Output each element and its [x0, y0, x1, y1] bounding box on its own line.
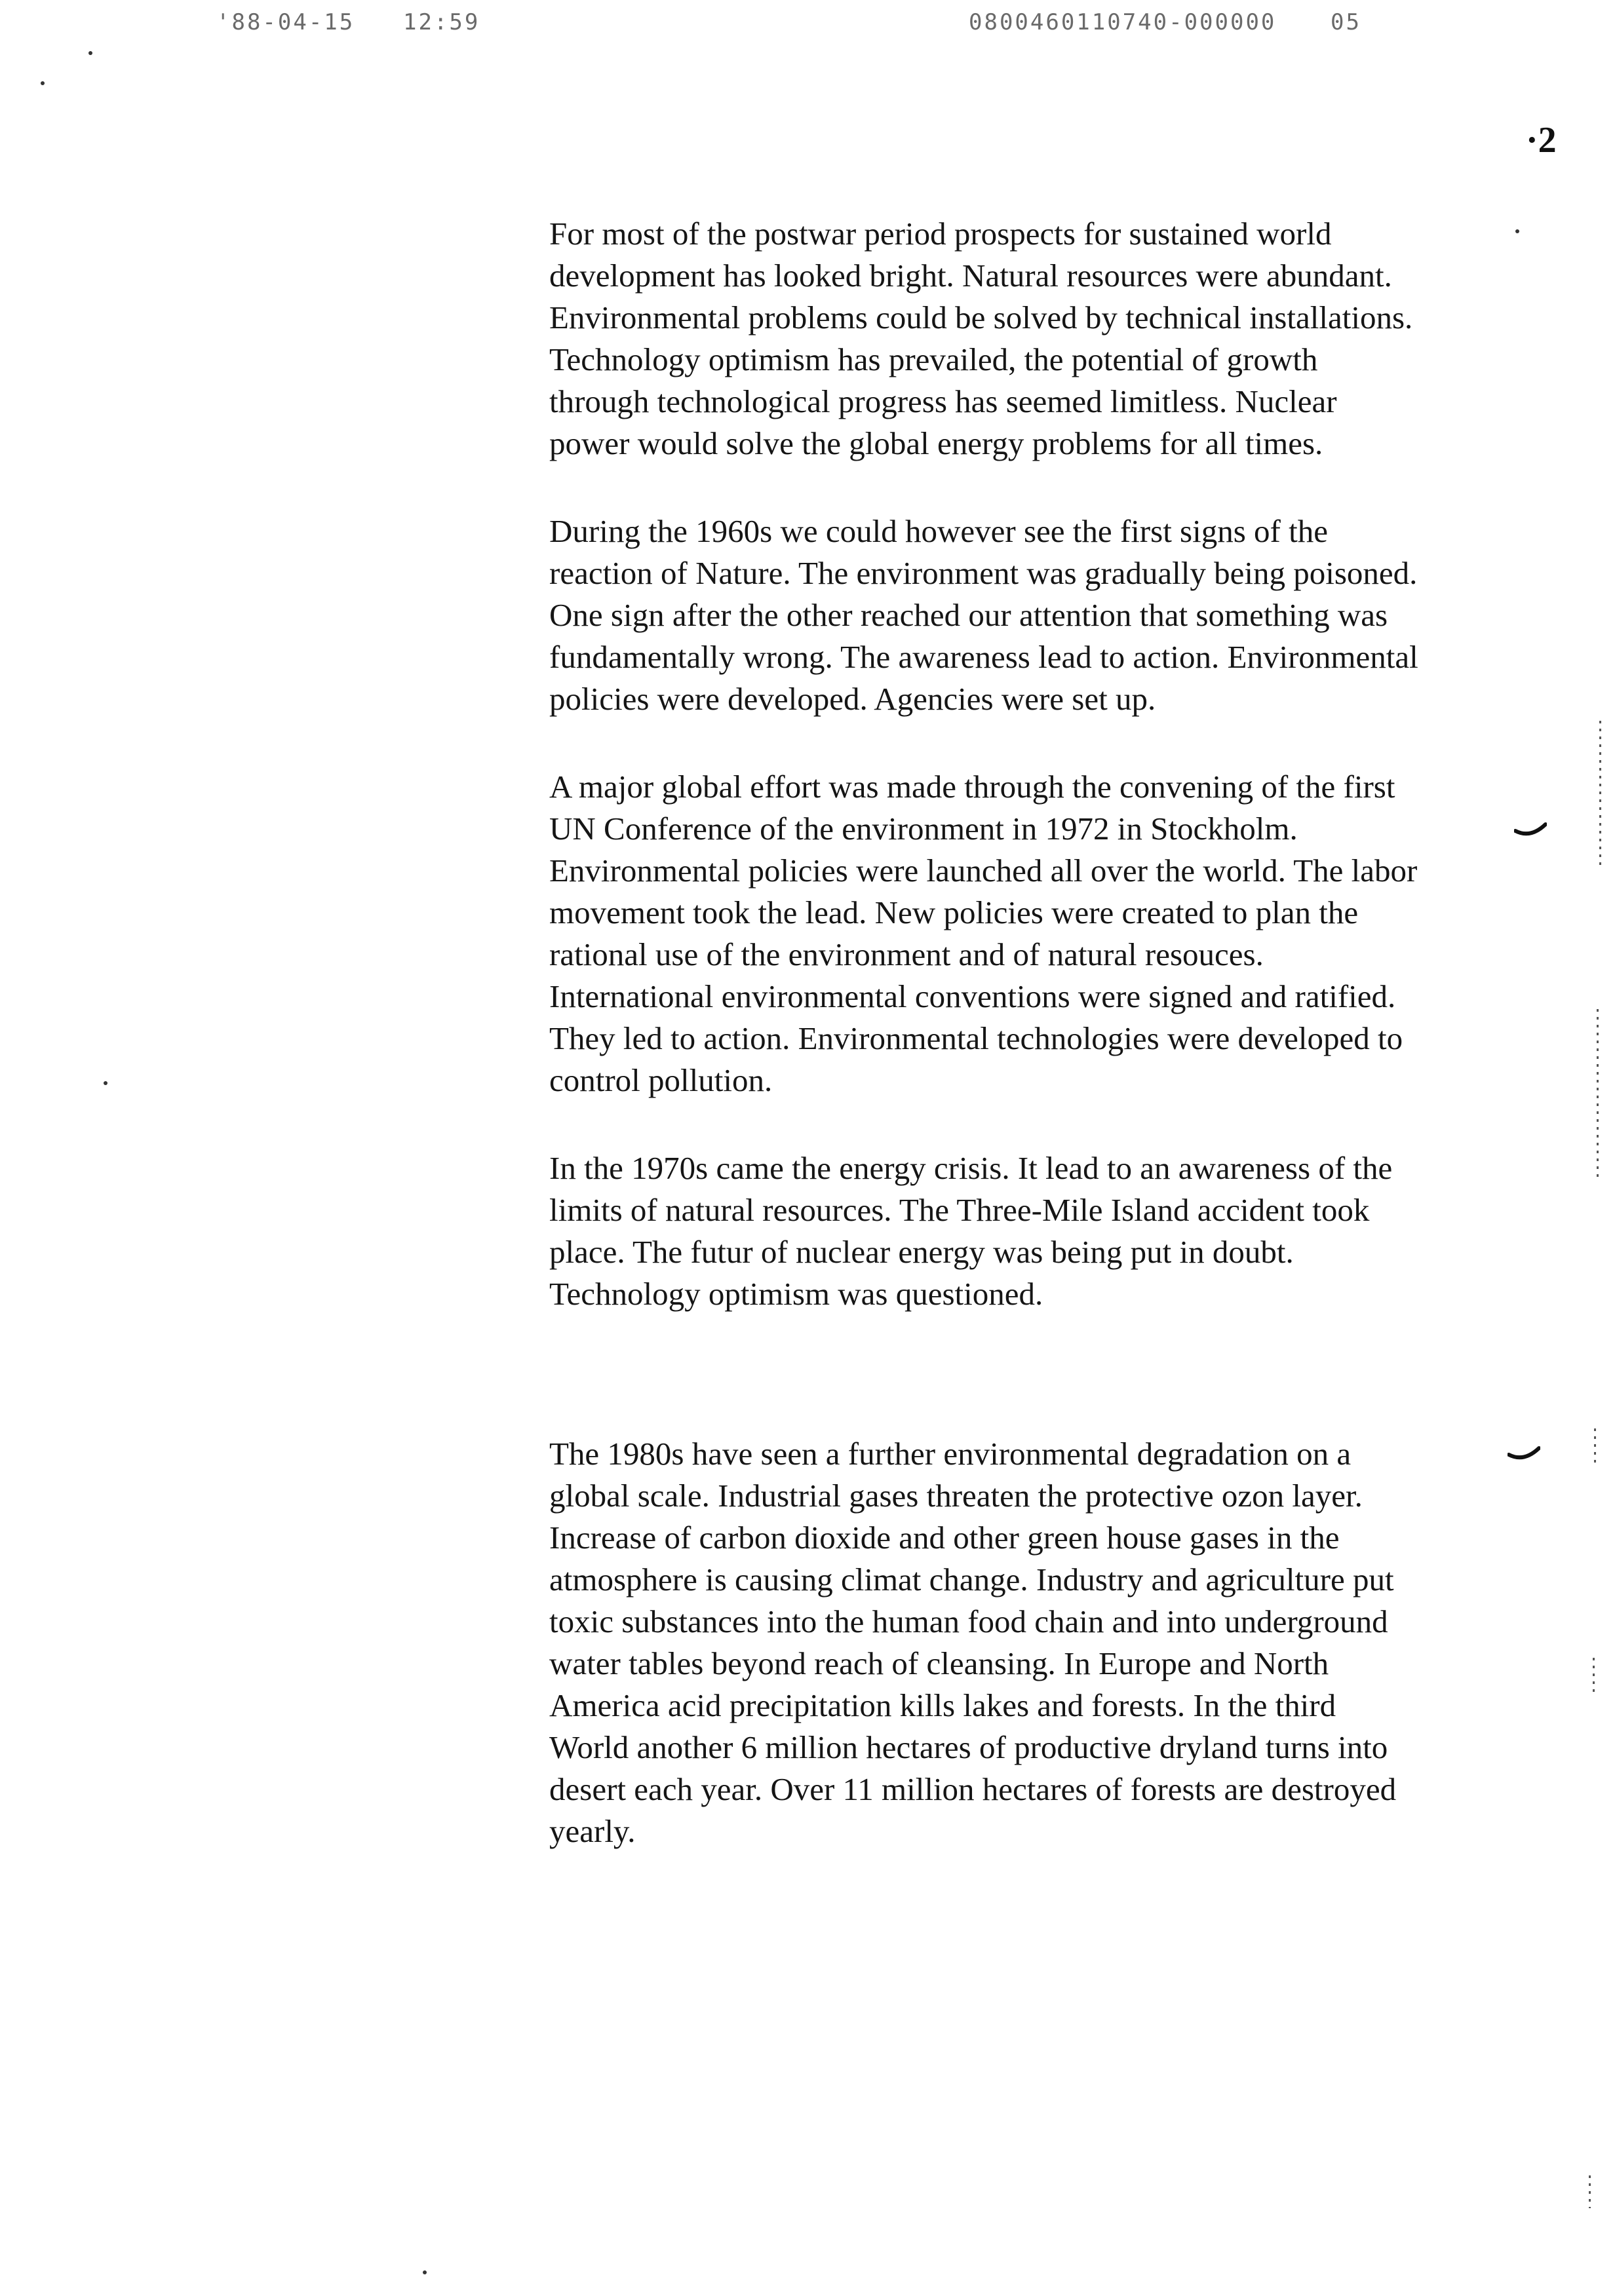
fax-page: 05: [1331, 9, 1361, 35]
fax-date: '88-04-15: [216, 9, 355, 35]
paragraph-1970s: In the 1970s came the energy crisis. It lead to an awareness of the limits of natural resources. The Three-Mile Island accident took place. The futur of nuclear energy was being put in doubt. Technology optimism was questioned.: [549, 1150, 1393, 1312]
edge-speckle: [1593, 1658, 1595, 1697]
paragraph-1980s: The 1980s have seen a further environmental degradation on a global scale. Industrial gases threaten the protective ozon layer. Increase of carbon dioxide and other green house gases in the atmosphere is causing climat change. Industry and agriculture put toxic substances into the human food chain and into underground water tables beyond reach of cleansing. In Europe and North America acid precipitation kills lakes and forests. In the third World another 6 million hectares of productive dryland turns into desert each year. Over 11 million hectares of forests are destroyed yearly.: [549, 1436, 1397, 1849]
edge-speckle: [1589, 2175, 1591, 2208]
page-number: ·2: [1526, 120, 1557, 161]
check-mark-icon: [1508, 1435, 1540, 1461]
paragraph-1960s: During the 1960s we could however see the first signs of the reaction of Nature. The environment was gradually being poisoned. One sign after the other reached our attention that something was fundamentally wrong. The awareness lead to action. Environmental policies were developed. Agencies were set up.: [549, 513, 1418, 717]
edge-speckle: [1594, 1428, 1596, 1468]
scan-dot: [41, 81, 45, 85]
scan-dot: [88, 51, 92, 55]
scan-dot: [104, 1081, 107, 1085]
scan-dot: [1515, 229, 1519, 233]
paragraph-un-conference: A major global effort was made through the convening of the first UN Conference of the environment in 1972 in Stockholm. Environmental policies were launched all over the world. The labor movement took the lead. New policies were created to plan the rational use of the environment and of natural resouces. International environmental conventions were signed and ratified. They led to action. Environmental technologies were developed to control pollution.: [549, 769, 1418, 1098]
paragraph-postwar: For most of the postwar period prospects for sustained world development has looked bright. Natural resources were abundant. Environmental problems could be solved by technical installations. Technology optimism has prevailed, the potential of growth through technological progress has seemed limitless. Nuclear power would solve the global energy problems for all times.: [549, 216, 1413, 461]
fax-header: [0, 9, 1615, 42]
fax-id: 0800460110740-000000: [969, 9, 1277, 35]
document-body: [549, 213, 1421, 1852]
fax-time: 12:59: [403, 9, 480, 35]
edge-speckle: [1599, 721, 1601, 865]
check-mark-icon: [1514, 811, 1547, 837]
scan-dot: [423, 2270, 427, 2274]
edge-speckle: [1597, 1009, 1599, 1179]
